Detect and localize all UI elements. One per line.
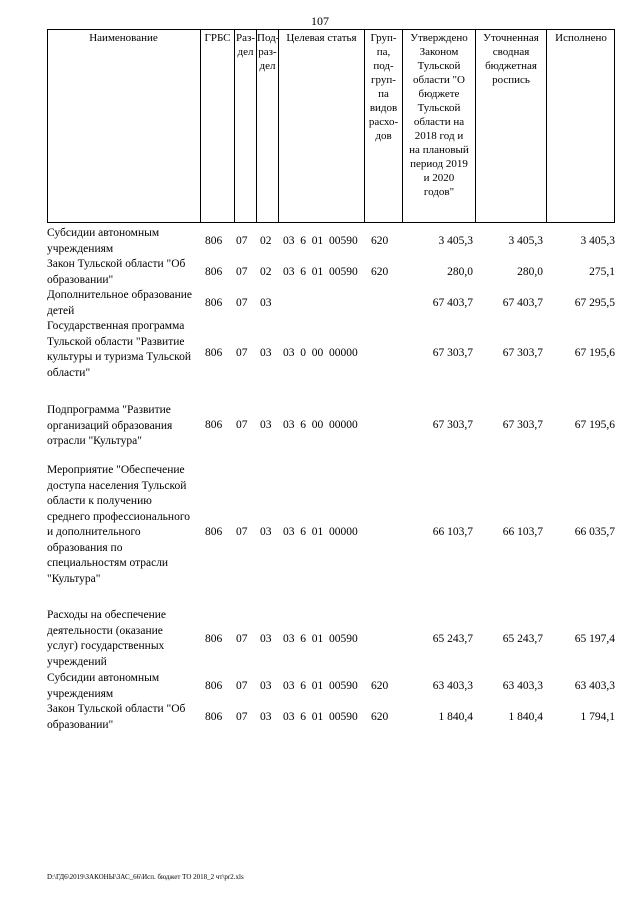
row-podrazdel: 03 [260,347,272,359]
row-grbs: 806 [205,711,223,723]
row-podrazdel: 02 [260,266,272,278]
row-name: Закон Тульской области "Об образовании" [47,258,186,286]
row-utverzhdeno: 67 303,7 [432,347,473,359]
row-celevaya: 03 6 01 00590 [283,633,358,645]
row-ispolneno: 275,1 [589,266,615,278]
row-grbs: 806 [205,680,223,692]
row-razdel: 07 [236,711,248,723]
row-grbs: 806 [205,419,223,431]
row-name: Мероприятие "Обеспечение доступа населения Тульской области к получению среднего профессионального и дополнительного образования по специальностям отрасли "Культура" [47,464,191,585]
header-vid: Груп- па, под- груп- па видов расхо- дов [364,29,402,223]
row-vid: 620 [371,235,389,247]
row-utochnennaya: 3 405,3 [508,235,543,247]
row-podrazdel: 03 [260,297,272,309]
file-path-footer: D:\ГД6\2019\ЗАКОНЫ\ЗАС_66\Исп. бюджет ТО 2018_2 чт\pr2.xls [47,873,244,881]
row-podrazdel: 03 [260,419,272,431]
row-razdel: 07 [236,266,248,278]
row-utverzhdeno: 67 303,7 [432,419,473,431]
row-name: Закон Тульской области "Об образовании" [47,703,186,731]
row-razdel: 07 [236,419,248,431]
row-ispolneno: 63 403,3 [574,680,615,692]
row-utverzhdeno: 65 243,7 [432,633,473,645]
row-razdel: 07 [236,526,248,538]
header-celevaya: Целевая статья [278,29,364,223]
row-grbs: 806 [205,266,223,278]
row-ispolneno: 65 197,4 [574,633,615,645]
header-utochnennaya: Уточненная сводная бюджетная роспись [475,29,546,223]
row-utverzhdeno: 3 405,3 [438,235,473,247]
row-podrazdel: 02 [260,235,272,247]
header-grbs: ГРБС [200,29,234,223]
row-name: Расходы на обеспечение деятельности (оказание услуг) государственных учреждений [47,609,166,668]
row-podrazdel: 03 [260,711,272,723]
row-utverzhdeno: 1 840,4 [438,711,473,723]
row-razdel: 07 [236,235,248,247]
row-podrazdel: 03 [260,680,272,692]
header-razdel: Раз- дел [234,29,256,223]
row-utochnennaya: 65 243,7 [502,633,543,645]
row-ispolneno: 67 295,5 [574,297,615,309]
row-grbs: 806 [205,526,223,538]
row-celevaya: 03 6 01 00590 [283,235,358,247]
header-ispolneno: Исполнено [546,29,615,223]
row-grbs: 806 [205,633,223,645]
row-name: Субсидии автономным учреждениям [47,227,160,255]
row-utochnennaya: 66 103,7 [502,526,543,538]
row-vid: 620 [371,711,389,723]
row-ispolneno: 3 405,3 [580,235,615,247]
row-celevaya: 03 6 01 00000 [283,526,358,538]
header-utverzhdeno: Утверждено Законом Тульской области "О бюджете Тульской области на 2018 год и на плановый период 2019 и 2020 годов" [402,29,475,223]
row-razdel: 07 [236,297,248,309]
row-ispolneno: 1 794,1 [580,711,615,723]
row-celevaya: 03 6 01 00590 [283,680,358,692]
row-name: Подпрограмма "Развитие организаций образования отрасли "Культура" [47,404,173,447]
row-utverzhdeno: 63 403,3 [432,680,473,692]
row-razdel: 07 [236,347,248,359]
header-podrazdel: Под- раз- дел [256,29,278,223]
row-celevaya: 03 6 01 00590 [283,266,358,278]
row-grbs: 806 [205,347,223,359]
row-utochnennaya: 67 303,7 [502,347,543,359]
row-grbs: 806 [205,235,223,247]
row-name: Дополнительное образование детей [47,289,193,317]
row-vid: 620 [371,266,389,278]
row-razdel: 07 [236,633,248,645]
row-ispolneno: 67 195,6 [574,419,615,431]
row-razdel: 07 [236,680,248,692]
page-number: 107 [311,14,329,28]
row-vid: 620 [371,680,389,692]
table-header [47,29,615,223]
row-celevaya: 03 6 00 00000 [283,419,358,431]
row-ispolneno: 67 195,6 [574,347,615,359]
row-utochnennaya: 67 303,7 [502,419,543,431]
row-utochnennaya: 63 403,3 [502,680,543,692]
row-podrazdel: 03 [260,633,272,645]
row-utochnennaya: 280,0 [517,266,543,278]
header-name: Наименование [89,32,158,44]
row-utochnennaya: 67 403,7 [502,297,543,309]
row-name: Государственная программа Тульской области "Развитие культуры и туризма Тульской области" [47,320,191,379]
row-celevaya: 03 0 00 00000 [283,347,358,359]
row-celevaya: 03 6 01 00590 [283,711,358,723]
row-utochnennaya: 1 840,4 [508,711,543,723]
row-name: Субсидии автономным учреждениям [47,672,160,700]
row-utverzhdeno: 67 403,7 [432,297,473,309]
row-utverzhdeno: 280,0 [447,266,473,278]
row-ispolneno: 66 035,7 [574,526,615,538]
row-podrazdel: 03 [260,526,272,538]
row-utverzhdeno: 66 103,7 [432,526,473,538]
row-grbs: 806 [205,297,223,309]
